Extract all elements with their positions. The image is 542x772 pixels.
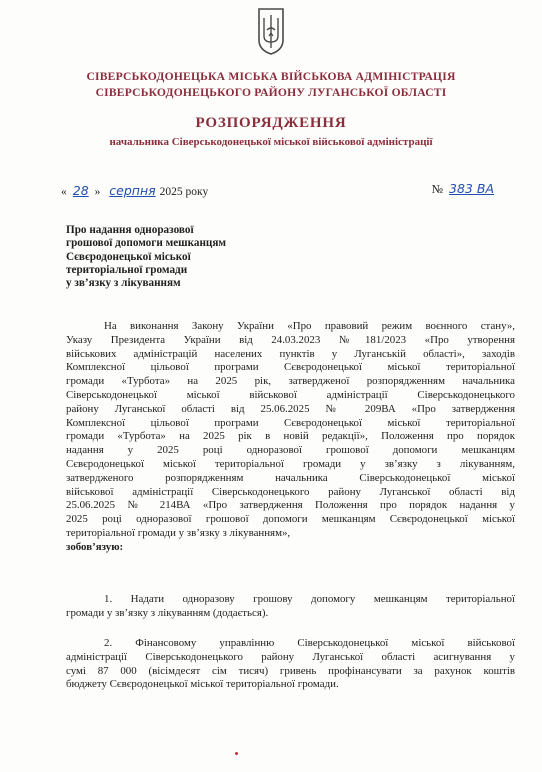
- document-date: [61, 183, 208, 198]
- number-prefix: №: [431, 182, 444, 196]
- body-line: 1. Надати одноразову грошову допомогу мешканцям територіальної: [104, 593, 515, 605]
- subject-line: територіальної громади: [66, 263, 188, 276]
- body-line: Комплексної цільової програми Сєвєродонецької міської територіальної: [66, 361, 515, 374]
- order-item-1: [66, 593, 515, 621]
- body-line: військової адміністрації Сіверськодонецького району Луганської області від: [66, 485, 515, 498]
- body-line: 2. Фінансовому управлінню Сіверськодонецької міської військової: [104, 637, 515, 649]
- obligation-word: зобов’язую:: [66, 540, 124, 553]
- body-line: громади у зв’язку з лікуванням (додається).: [66, 606, 269, 619]
- number-value: 383 ВА: [449, 181, 494, 196]
- body-line: надання у 2025 році одноразової грошової допомоги мешканцям: [66, 444, 515, 457]
- coat-of-arms-icon: [256, 6, 286, 56]
- admin-name-line1: СІВЕРСЬКОДОНЕЦЬКА МІСЬКА ВІЙСЬКОВА АДМІНІСТРАЦІЯ: [86, 70, 456, 83]
- document-type-title: РОЗПОРЯДЖЕННЯ: [195, 115, 347, 131]
- subject-line: Про надання одноразової: [66, 224, 194, 236]
- body-line: Указу Президента України від 24.03.2023 №181/2023 «Про утворення: [66, 333, 515, 346]
- preamble-paragraph: [66, 320, 515, 555]
- subject-line: у зв’язку з лікуванням: [66, 277, 181, 290]
- body-line: військових адміністрацій населених пунктів у Луганській області», заходів: [66, 347, 515, 360]
- body-line: 25.06.2025 № 214ВА «Про затвердження Положення про порядок надання у: [66, 499, 515, 512]
- issuer-subtitle: начальника Сіверськодонецької міської військової адміністрації: [109, 136, 433, 148]
- ink-dot: [235, 752, 238, 755]
- date-year: 2025 року: [159, 186, 209, 198]
- body-line: Комплексної цільової програми Сєвєродонецької міської територіальної: [66, 416, 515, 429]
- body-line: сумі 87 000 (вісімдесят сім тисяч) гривень профінансувати за рахунок коштів: [66, 664, 515, 677]
- body-line: На виконання Закону України «Про правовий режим воєнного стану»,: [104, 320, 515, 332]
- date-close-quote: »: [94, 186, 101, 198]
- body-line: затвердженого розпорядженням начальника Сіверськодонецької міської: [66, 471, 515, 484]
- admin-name-line2: СІВЕРСЬКОДОНЕЦЬКОГО РАЙОНУ ЛУГАНСЬКОЇ ОБЛАСТІ: [95, 86, 447, 99]
- body-line: району Луганської області від 25.06.2025 № 209ВА «Про затвердження: [66, 402, 515, 415]
- body-line: адміністрації Сіверськодонецького району Луганської області асигнування у: [66, 650, 515, 663]
- body-line: громади «Турбота» на 2025 рік в новій редакції», Положення про порядок: [66, 430, 515, 443]
- body-line: 2025 році одноразової грошової допомоги мешканцям Сєвєродонецької міської: [66, 513, 515, 526]
- document-subject: [66, 224, 286, 290]
- date-day: 28: [72, 183, 89, 198]
- date-open-quote: «: [61, 186, 67, 198]
- body-line: територіальної громади у зв’язку з лікуванням»,: [66, 526, 291, 539]
- body-line: громади «Турбота» на 2025 рік, затвердженої розпорядженням начальника: [66, 375, 515, 388]
- subject-line: грошової допомоги мешканцям: [66, 237, 227, 250]
- body-line: бюджету Сєвєродонецької міської територіальної громади.: [66, 678, 339, 691]
- document-number: [432, 181, 494, 197]
- order-item-2: [66, 637, 515, 692]
- body-line: Сіверськодонецької міської військової адміністрації Сіверськодонецького: [66, 388, 515, 401]
- subject-line: Сєвєродонецької міської: [66, 250, 191, 263]
- date-month: серпня: [109, 183, 156, 198]
- body-line: Сєвєродонецької міської територіальної громади у зв’язку з лікуванням,: [66, 457, 515, 470]
